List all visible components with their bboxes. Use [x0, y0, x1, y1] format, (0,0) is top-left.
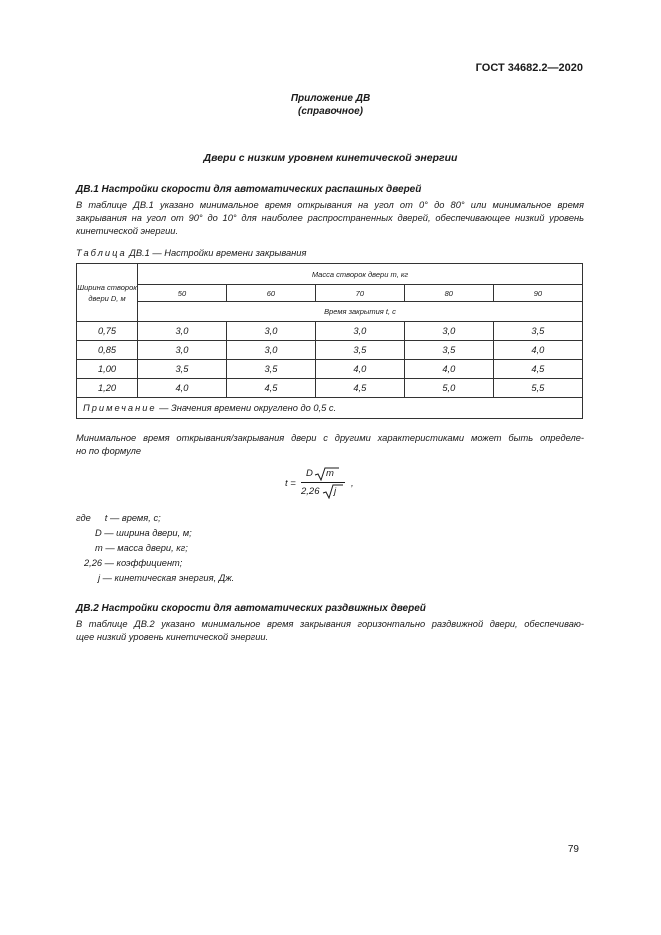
definition-item: 2,26 — коэффициент; — [84, 558, 183, 568]
section-title: Двери с низким уровнем кинетической энергии — [203, 152, 458, 164]
time-cell: 3,0 — [315, 322, 404, 341]
time-cell: 4,5 — [315, 379, 404, 398]
page-number: 79 — [567, 844, 579, 855]
time-cell: 3,0 — [226, 341, 315, 360]
time-cell: 4,0 — [404, 360, 493, 379]
mass-value: 60 — [226, 285, 315, 302]
table-row — [77, 341, 583, 360]
table-row — [77, 360, 583, 379]
time-cell: 3,0 — [138, 322, 227, 341]
mass-header: Масса створок двери m, кг — [138, 264, 583, 285]
definition-item: m — масса двери, кг; — [95, 543, 188, 553]
time-cell: 3,0 — [404, 322, 493, 341]
formula-num-var: D — [306, 468, 313, 479]
time-cell: 3,5 — [138, 360, 227, 379]
formula — [285, 466, 365, 506]
time-header: Время закрытия t, с — [138, 302, 583, 322]
time-cell: 5,0 — [404, 379, 493, 398]
annex-subtitle: (справочное) — [298, 106, 363, 117]
time-cell: 4,0 — [493, 341, 582, 360]
definition-item: D — ширина двери, м; — [95, 528, 192, 538]
width-column-header: Ширина створок двери D, м — [77, 264, 138, 322]
definition-item: j — кинетическая энергия, Дж. — [98, 573, 235, 583]
section-1-paragraph — [76, 199, 584, 238]
formula-intro — [76, 432, 584, 458]
width-cell: 0,85 — [77, 341, 138, 360]
time-cell: 3,5 — [404, 341, 493, 360]
sqrt-icon — [322, 484, 344, 499]
width-cell: 1,00 — [77, 360, 138, 379]
s1-line2: закрывания на угол от 90° до 10° для наиболее распространенных дверей, обеспечивающее низкий уровень — [76, 213, 584, 223]
annex-title: Приложение ДВ — [290, 93, 371, 104]
time-cell: 3,5 — [226, 360, 315, 379]
time-cell: 5,5 — [493, 379, 582, 398]
intro-line2: но по формуле — [76, 446, 142, 456]
formula-den-coef: 2,26 — [301, 486, 320, 497]
table-row — [77, 379, 583, 398]
s2-line2: щее низкий уровень кинетической энергии. — [76, 632, 269, 642]
mass-value: 80 — [404, 285, 493, 302]
section-1-heading: ДВ.1 Настройки скорости для автоматических распашных дверей — [76, 184, 422, 195]
formula-lhs: t = — [285, 478, 296, 489]
formula-num-rad: m — [326, 468, 334, 479]
width-cell: 1,20 — [77, 379, 138, 398]
fraction-bar — [301, 482, 345, 483]
standard-number: ГОСТ 34682.2—2020 — [475, 62, 583, 74]
time-cell: 4,5 — [493, 360, 582, 379]
definitions — [76, 511, 234, 586]
time-cell: 4,0 — [138, 379, 227, 398]
mass-value: 50 — [138, 285, 227, 302]
s2-line1: В таблице ДВ.2 указано минимальное время закрывания горизонтально раздвижной двери, обеспечиваю- — [76, 619, 584, 629]
time-cell: 4,0 — [315, 360, 404, 379]
intro-line1: Минимальное время открывания/закрывания двери с другими характеристиками может быть определе- — [76, 433, 584, 443]
s1-line1: В таблице ДВ.1 указано минимальное время открывания на угол от 0° до 80° или минимальное время — [76, 200, 584, 210]
table-caption: Таблица ДВ.1 — Настройки времени закрывания — [76, 248, 307, 258]
time-cell: 4,5 — [226, 379, 315, 398]
mass-value: 70 — [315, 285, 404, 302]
width-cell: 0,75 — [77, 322, 138, 341]
closing-time-table — [76, 263, 583, 419]
section-2-paragraph — [76, 618, 584, 644]
time-cell: 3,0 — [138, 341, 227, 360]
time-cell: 3,0 — [226, 322, 315, 341]
table-row — [77, 322, 583, 341]
time-cell: 3,5 — [493, 322, 582, 341]
definition-item: где t — время, с; — [76, 513, 161, 523]
formula-den-rad: j — [334, 486, 337, 497]
mass-value: 90 — [493, 285, 582, 302]
section-2-heading: ДВ.2 Настройки скорости для автоматических раздвижных дверей — [76, 603, 426, 614]
table-note: Примечание — Значения времени округлено до 0,5 с. — [77, 398, 583, 419]
time-cell: 3,5 — [315, 341, 404, 360]
formula-comma: , — [351, 478, 354, 489]
s1-line3: кинетической энергии. — [76, 226, 179, 236]
